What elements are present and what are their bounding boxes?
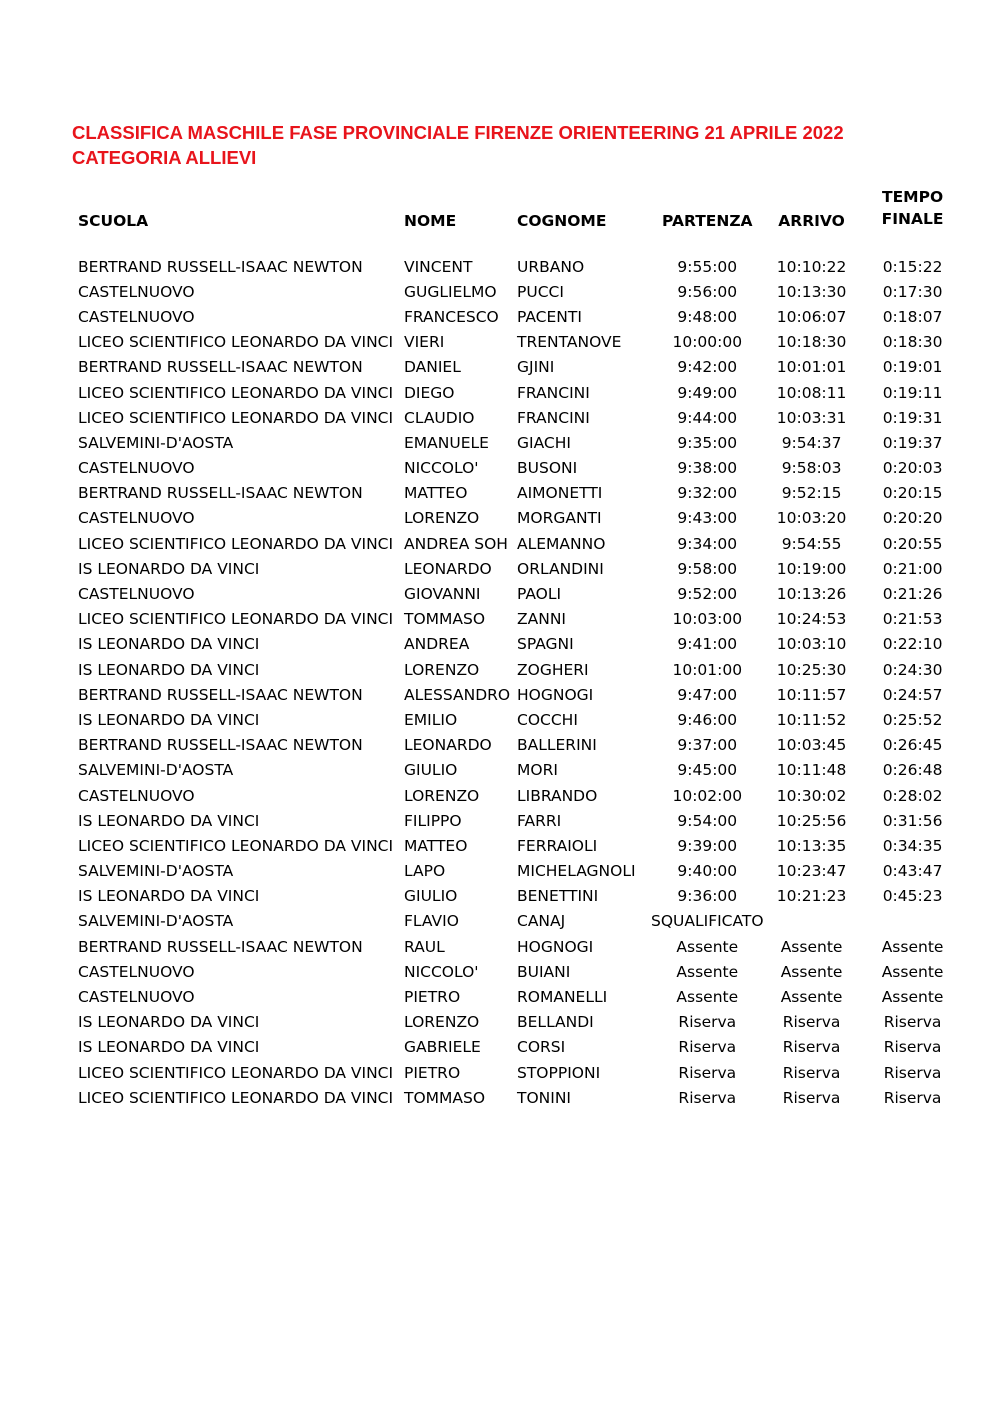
cell-cognome: BELLANDI bbox=[517, 1013, 594, 1032]
cell-arrivo: 9:58:03 bbox=[781, 459, 842, 478]
cell-partenza: 10:00:00 bbox=[672, 333, 743, 352]
cell-nome: GIULIO bbox=[404, 887, 458, 906]
cell-cognome: CORSI bbox=[517, 1038, 566, 1057]
cell-partenza: 9:48:00 bbox=[677, 307, 738, 326]
cell-cognome: PUCCI bbox=[517, 282, 564, 301]
header-partenza: PARTENZA bbox=[662, 212, 753, 230]
cell-scuola: SALVEMINI-D'AOSTA bbox=[78, 862, 234, 881]
cell-nome: EMILIO bbox=[404, 710, 458, 729]
cell-arrivo: 10:25:56 bbox=[776, 811, 847, 830]
cell-cognome: LIBRANDO bbox=[517, 786, 598, 805]
cell-cognome: MORI bbox=[517, 761, 558, 780]
cell-tempo-finale: Riserva bbox=[883, 1063, 942, 1082]
cell-cognome: ALEMANNO bbox=[517, 534, 606, 553]
cell-arrivo: 10:25:30 bbox=[776, 660, 847, 679]
table-row bbox=[72, 1060, 966, 1085]
cell-arrivo: 10:24:53 bbox=[776, 610, 847, 629]
table-row bbox=[72, 884, 966, 909]
cell-cognome: ORLANDINI bbox=[517, 559, 604, 578]
results-table bbox=[72, 180, 966, 1110]
cell-partenza: SQUALIFICATO bbox=[651, 912, 764, 931]
cell-cognome: FARRI bbox=[517, 811, 562, 830]
table-row bbox=[72, 632, 966, 657]
cell-partenza: Riserva bbox=[678, 1063, 737, 1082]
cell-cognome: HOGNOGI bbox=[517, 685, 594, 704]
cell-scuola: IS LEONARDO DA VINCI bbox=[78, 811, 260, 830]
cell-arrivo: Assente bbox=[780, 988, 843, 1007]
cell-arrivo: Assente bbox=[780, 937, 843, 956]
cell-scuola: LICEO SCIENTIFICO LEONARDO DA VINCI bbox=[78, 1088, 394, 1107]
cell-partenza: Assente bbox=[676, 962, 739, 981]
cell-nome: LAPO bbox=[404, 862, 446, 881]
cell-scuola: LICEO SCIENTIFICO LEONARDO DA VINCI bbox=[78, 1063, 394, 1082]
cell-tempo-finale: 0:17:30 bbox=[882, 282, 943, 301]
cell-scuola: CASTELNUOVO bbox=[78, 509, 195, 528]
cell-partenza: 9:35:00 bbox=[677, 433, 738, 452]
cell-partenza: Assente bbox=[676, 988, 739, 1007]
cell-cognome: PAOLI bbox=[517, 585, 562, 604]
table-row bbox=[72, 1035, 966, 1060]
cell-nome: LEONARDO bbox=[404, 736, 492, 755]
cell-cognome: GIACHI bbox=[517, 433, 571, 452]
cell-arrivo: 10:30:02 bbox=[776, 786, 847, 805]
cell-partenza: 9:56:00 bbox=[677, 282, 738, 301]
cell-partenza: 9:38:00 bbox=[677, 459, 738, 478]
cell-nome: LEONARDO bbox=[404, 559, 492, 578]
table-row bbox=[72, 254, 966, 279]
cell-cognome: URBANO bbox=[517, 257, 585, 276]
table-row bbox=[72, 405, 966, 430]
cell-partenza: 9:40:00 bbox=[677, 862, 738, 881]
cell-arrivo: 10:03:31 bbox=[776, 408, 847, 427]
table-row bbox=[72, 758, 966, 783]
cell-partenza: 9:54:00 bbox=[677, 811, 738, 830]
cell-arrivo: 10:11:52 bbox=[776, 710, 847, 729]
cell-scuola: CASTELNUOVO bbox=[78, 307, 195, 326]
cell-cognome: STOPPIONI bbox=[517, 1063, 601, 1082]
cell-scuola: BERTRAND RUSSELL-ISAAC NEWTON bbox=[78, 358, 363, 377]
table-row bbox=[72, 506, 966, 531]
cell-cognome: AIMONETTI bbox=[517, 484, 603, 503]
table-row bbox=[72, 808, 966, 833]
cell-arrivo: Riserva bbox=[782, 1013, 841, 1032]
cell-arrivo: 10:03:20 bbox=[776, 509, 847, 528]
cell-arrivo: 10:13:35 bbox=[776, 836, 847, 855]
cell-partenza: 10:02:00 bbox=[672, 786, 743, 805]
table-row bbox=[72, 330, 966, 355]
cell-tempo-finale: 0:21:26 bbox=[882, 585, 943, 604]
cell-tempo-finale: Assente bbox=[881, 988, 944, 1007]
cell-scuola: IS LEONARDO DA VINCI bbox=[78, 710, 260, 729]
cell-arrivo: 9:54:55 bbox=[781, 534, 842, 553]
cell-nome: ANDREA bbox=[404, 635, 470, 654]
cell-tempo-finale: 0:26:48 bbox=[882, 761, 943, 780]
cell-tempo-finale: Riserva bbox=[883, 1013, 942, 1032]
cell-nome: VINCENT bbox=[404, 257, 473, 276]
cell-cognome: BUIANI bbox=[517, 962, 571, 981]
cell-tempo-finale: 0:19:37 bbox=[882, 433, 943, 452]
cell-scuola: CASTELNUOVO bbox=[78, 585, 195, 604]
cell-tempo-finale: 0:21:00 bbox=[882, 559, 943, 578]
cell-tempo-finale: Riserva bbox=[883, 1038, 942, 1057]
table-row bbox=[72, 1085, 966, 1110]
cell-partenza: 9:34:00 bbox=[677, 534, 738, 553]
cell-nome: GUGLIELMO bbox=[404, 282, 497, 301]
cell-scuola: LICEO SCIENTIFICO LEONARDO DA VINCI bbox=[78, 534, 394, 553]
cell-arrivo: 10:21:23 bbox=[776, 887, 847, 906]
header-arrivo: ARRIVO bbox=[778, 212, 845, 230]
cell-tempo-finale: Assente bbox=[881, 937, 944, 956]
cell-nome: EMANUELE bbox=[404, 433, 489, 452]
cell-partenza: 10:01:00 bbox=[672, 660, 743, 679]
cell-scuola: BERTRAND RUSSELL-ISAAC NEWTON bbox=[78, 484, 363, 503]
document-title bbox=[72, 120, 952, 170]
cell-tempo-finale: 0:43:47 bbox=[882, 862, 943, 881]
cell-cognome: PACENTI bbox=[517, 307, 582, 326]
cell-nome: DIEGO bbox=[404, 383, 455, 402]
cell-partenza: 9:52:00 bbox=[677, 585, 738, 604]
cell-tempo-finale: 0:19:01 bbox=[882, 358, 943, 377]
cell-partenza: 9:39:00 bbox=[677, 836, 738, 855]
cell-scuola: CASTELNUOVO bbox=[78, 962, 195, 981]
cell-tempo-finale: 0:18:30 bbox=[882, 333, 943, 352]
cell-tempo-finale: 0:20:20 bbox=[882, 509, 943, 528]
cell-scuola: BERTRAND RUSSELL-ISAAC NEWTON bbox=[78, 685, 363, 704]
cell-arrivo: 10:11:48 bbox=[776, 761, 847, 780]
cell-tempo-finale: 0:15:22 bbox=[882, 257, 943, 276]
cell-arrivo: 10:18:30 bbox=[776, 333, 847, 352]
cell-arrivo: 9:52:15 bbox=[781, 484, 842, 503]
cell-nome: FLAVIO bbox=[404, 912, 459, 931]
cell-nome: LORENZO bbox=[404, 786, 480, 805]
cell-partenza: 9:46:00 bbox=[677, 710, 738, 729]
table-row bbox=[72, 607, 966, 632]
title-line-1: CLASSIFICA MASCHILE FASE PROVINCIALE FIRENZE ORIENTEERING 21 APRILE 2022 bbox=[72, 122, 844, 143]
table-row bbox=[72, 380, 966, 405]
cell-cognome: CANAJ bbox=[517, 912, 566, 931]
cell-tempo-finale: Riserva bbox=[883, 1088, 942, 1107]
cell-scuola: CASTELNUOVO bbox=[78, 282, 195, 301]
table-row bbox=[72, 783, 966, 808]
cell-partenza: 9:42:00 bbox=[677, 358, 738, 377]
cell-nome: LORENZO bbox=[404, 660, 480, 679]
cell-nome: NICCOLO' bbox=[404, 962, 479, 981]
cell-scuola: IS LEONARDO DA VINCI bbox=[78, 635, 260, 654]
cell-nome: GIOVANNI bbox=[404, 585, 481, 604]
cell-scuola: LICEO SCIENTIFICO LEONARDO DA VINCI bbox=[78, 408, 394, 427]
header-tempo-line-1: TEMPO bbox=[882, 188, 944, 206]
cell-tempo-finale: 0:22:10 bbox=[882, 635, 943, 654]
cell-cognome: ZOGHERI bbox=[517, 660, 589, 679]
cell-nome: VIERI bbox=[404, 333, 445, 352]
table-row bbox=[72, 556, 966, 581]
cell-cognome: ZANNI bbox=[517, 610, 566, 629]
cell-nome: LORENZO bbox=[404, 509, 480, 528]
cell-arrivo: 10:11:57 bbox=[776, 685, 847, 704]
cell-tempo-finale: 0:34:35 bbox=[882, 836, 943, 855]
cell-arrivo: 10:06:07 bbox=[776, 307, 847, 326]
cell-arrivo: 9:54:37 bbox=[781, 433, 842, 452]
cell-nome: PIETRO bbox=[404, 988, 461, 1007]
cell-tempo-finale: 0:18:07 bbox=[882, 307, 943, 326]
table-row bbox=[72, 984, 966, 1009]
cell-tempo-finale: Assente bbox=[881, 962, 944, 981]
cell-partenza: 9:41:00 bbox=[677, 635, 738, 654]
cell-nome: ALESSANDRO bbox=[404, 685, 511, 704]
cell-tempo-finale bbox=[860, 909, 966, 934]
table-row bbox=[72, 733, 966, 758]
cell-arrivo: 10:03:45 bbox=[776, 736, 847, 755]
cell-nome: MATTEO bbox=[404, 484, 468, 503]
cell-scuola: BERTRAND RUSSELL-ISAAC NEWTON bbox=[78, 937, 363, 956]
cell-nome: CLAUDIO bbox=[404, 408, 475, 427]
cell-cognome: ROMANELLI bbox=[517, 988, 608, 1007]
header-spacer bbox=[72, 230, 966, 254]
cell-cognome: FERRAIOLI bbox=[517, 836, 598, 855]
header-scuola: SCUOLA bbox=[78, 212, 149, 230]
cell-cognome: MORGANTI bbox=[517, 509, 602, 528]
cell-tempo-finale: 0:20:03 bbox=[882, 459, 943, 478]
cell-tempo-finale: 0:25:52 bbox=[882, 710, 943, 729]
table-row bbox=[72, 456, 966, 481]
cell-partenza: 9:47:00 bbox=[677, 685, 738, 704]
cell-cognome: HOGNOGI bbox=[517, 937, 594, 956]
cell-cognome: FRANCINI bbox=[517, 408, 590, 427]
cell-arrivo: Assente bbox=[780, 962, 843, 981]
cell-partenza: 9:36:00 bbox=[677, 887, 738, 906]
cell-cognome: TRENTANOVE bbox=[517, 333, 622, 352]
cell-tempo-finale: 0:19:31 bbox=[882, 408, 943, 427]
cell-nome: GIULIO bbox=[404, 761, 458, 780]
table-row bbox=[72, 859, 966, 884]
cell-arrivo: 10:08:11 bbox=[776, 383, 847, 402]
cell-cognome: TONINI bbox=[517, 1088, 572, 1107]
cell-scuola: SALVEMINI-D'AOSTA bbox=[78, 912, 234, 931]
cell-nome: LORENZO bbox=[404, 1013, 480, 1032]
cell-nome: DANIEL bbox=[404, 358, 461, 377]
cell-scuola: SALVEMINI-D'AOSTA bbox=[78, 761, 234, 780]
cell-arrivo: 10:10:22 bbox=[776, 257, 847, 276]
cell-arrivo: 10:19:00 bbox=[776, 559, 847, 578]
table-row bbox=[72, 481, 966, 506]
cell-cognome: BENETTINI bbox=[517, 887, 599, 906]
cell-arrivo bbox=[764, 909, 860, 934]
table-row bbox=[72, 682, 966, 707]
cell-partenza: 9:43:00 bbox=[677, 509, 738, 528]
cell-scuola: LICEO SCIENTIFICO LEONARDO DA VINCI bbox=[78, 333, 394, 352]
cell-partenza: 9:49:00 bbox=[677, 383, 738, 402]
cell-partenza: 9:44:00 bbox=[677, 408, 738, 427]
cell-partenza: 9:45:00 bbox=[677, 761, 738, 780]
table-row bbox=[72, 909, 966, 934]
cell-arrivo: Riserva bbox=[782, 1038, 841, 1057]
cell-tempo-finale: 0:45:23 bbox=[882, 887, 943, 906]
cell-scuola: CASTELNUOVO bbox=[78, 988, 195, 1007]
table-row bbox=[72, 531, 966, 556]
table-row bbox=[72, 833, 966, 858]
cell-nome: FRANCESCO bbox=[404, 307, 499, 326]
cell-scuola: BERTRAND RUSSELL-ISAAC NEWTON bbox=[78, 736, 363, 755]
cell-tempo-finale: 0:21:53 bbox=[882, 610, 943, 629]
table-row bbox=[72, 1010, 966, 1035]
cell-scuola: IS LEONARDO DA VINCI bbox=[78, 1038, 260, 1057]
cell-partenza: Riserva bbox=[678, 1038, 737, 1057]
header-cognome: COGNOME bbox=[517, 212, 607, 230]
cell-partenza: 9:58:00 bbox=[677, 559, 738, 578]
cell-nome: TOMMASO bbox=[404, 610, 486, 629]
cell-arrivo: 10:23:47 bbox=[776, 862, 847, 881]
cell-scuola: IS LEONARDO DA VINCI bbox=[78, 660, 260, 679]
cell-scuola: IS LEONARDO DA VINCI bbox=[78, 887, 260, 906]
table-row bbox=[72, 581, 966, 606]
cell-arrivo: 10:01:01 bbox=[776, 358, 847, 377]
cell-partenza: Riserva bbox=[678, 1013, 737, 1032]
cell-partenza: Assente bbox=[676, 937, 739, 956]
cell-tempo-finale: 0:26:45 bbox=[882, 736, 943, 755]
cell-nome: TOMMASO bbox=[404, 1088, 486, 1107]
cell-scuola: LICEO SCIENTIFICO LEONARDO DA VINCI bbox=[78, 383, 394, 402]
cell-partenza: Riserva bbox=[678, 1088, 737, 1107]
header-tempo-finale bbox=[860, 180, 966, 230]
cell-cognome: MICHELAGNOLI bbox=[517, 862, 636, 881]
cell-scuola: LICEO SCIENTIFICO LEONARDO DA VINCI bbox=[78, 836, 394, 855]
cell-tempo-finale: 0:24:57 bbox=[882, 685, 943, 704]
cell-scuola: IS LEONARDO DA VINCI bbox=[78, 1013, 260, 1032]
cell-arrivo: Riserva bbox=[782, 1063, 841, 1082]
table-row bbox=[72, 959, 966, 984]
cell-scuola: CASTELNUOVO bbox=[78, 786, 195, 805]
cell-scuola: SALVEMINI-D'AOSTA bbox=[78, 433, 234, 452]
table-row bbox=[72, 657, 966, 682]
cell-cognome: BUSONI bbox=[517, 459, 578, 478]
title-line-2: CATEGORIA ALLIEVI bbox=[72, 147, 257, 168]
cell-cognome: COCCHI bbox=[517, 710, 578, 729]
cell-arrivo: 10:13:30 bbox=[776, 282, 847, 301]
cell-tempo-finale: 0:19:11 bbox=[882, 383, 943, 402]
cell-arrivo: 10:13:26 bbox=[776, 585, 847, 604]
header-nome: NOME bbox=[404, 212, 457, 230]
cell-nome: GABRIELE bbox=[404, 1038, 481, 1057]
cell-scuola: IS LEONARDO DA VINCI bbox=[78, 559, 260, 578]
cell-arrivo: Riserva bbox=[782, 1088, 841, 1107]
cell-tempo-finale: 0:31:56 bbox=[882, 811, 943, 830]
cell-nome: MATTEO bbox=[404, 836, 468, 855]
cell-cognome: BALLERINI bbox=[517, 736, 597, 755]
cell-nome: FILIPPO bbox=[404, 811, 462, 830]
cell-partenza: 9:55:00 bbox=[677, 257, 738, 276]
table-row bbox=[72, 355, 966, 380]
cell-tempo-finale: 0:20:15 bbox=[882, 484, 943, 503]
header-tempo-line-2: FINALE bbox=[881, 210, 944, 228]
cell-scuola: CASTELNUOVO bbox=[78, 459, 195, 478]
cell-cognome: GJINI bbox=[517, 358, 555, 377]
table-row bbox=[72, 707, 966, 732]
cell-tempo-finale: 0:28:02 bbox=[882, 786, 943, 805]
cell-cognome: FRANCINI bbox=[517, 383, 590, 402]
cell-arrivo: 10:03:10 bbox=[776, 635, 847, 654]
cell-tempo-finale: 0:20:55 bbox=[882, 534, 943, 553]
cell-partenza: 9:37:00 bbox=[677, 736, 738, 755]
table-row bbox=[72, 304, 966, 329]
header-row bbox=[72, 180, 966, 230]
table-row bbox=[72, 934, 966, 959]
cell-nome: NICCOLO' bbox=[404, 459, 479, 478]
cell-nome: RAUL bbox=[404, 937, 445, 956]
cell-partenza: 9:32:00 bbox=[677, 484, 738, 503]
cell-scuola: LICEO SCIENTIFICO LEONARDO DA VINCI bbox=[78, 610, 394, 629]
cell-partenza: 10:03:00 bbox=[672, 610, 743, 629]
cell-scuola: BERTRAND RUSSELL-ISAAC NEWTON bbox=[78, 257, 363, 276]
cell-nome: PIETRO bbox=[404, 1063, 461, 1082]
cell-nome: ANDREA SOH bbox=[404, 534, 508, 553]
table-row bbox=[72, 430, 966, 455]
cell-tempo-finale: 0:24:30 bbox=[882, 660, 943, 679]
results-body bbox=[72, 254, 966, 1110]
table-row bbox=[72, 279, 966, 304]
cell-cognome: SPAGNI bbox=[517, 635, 574, 654]
